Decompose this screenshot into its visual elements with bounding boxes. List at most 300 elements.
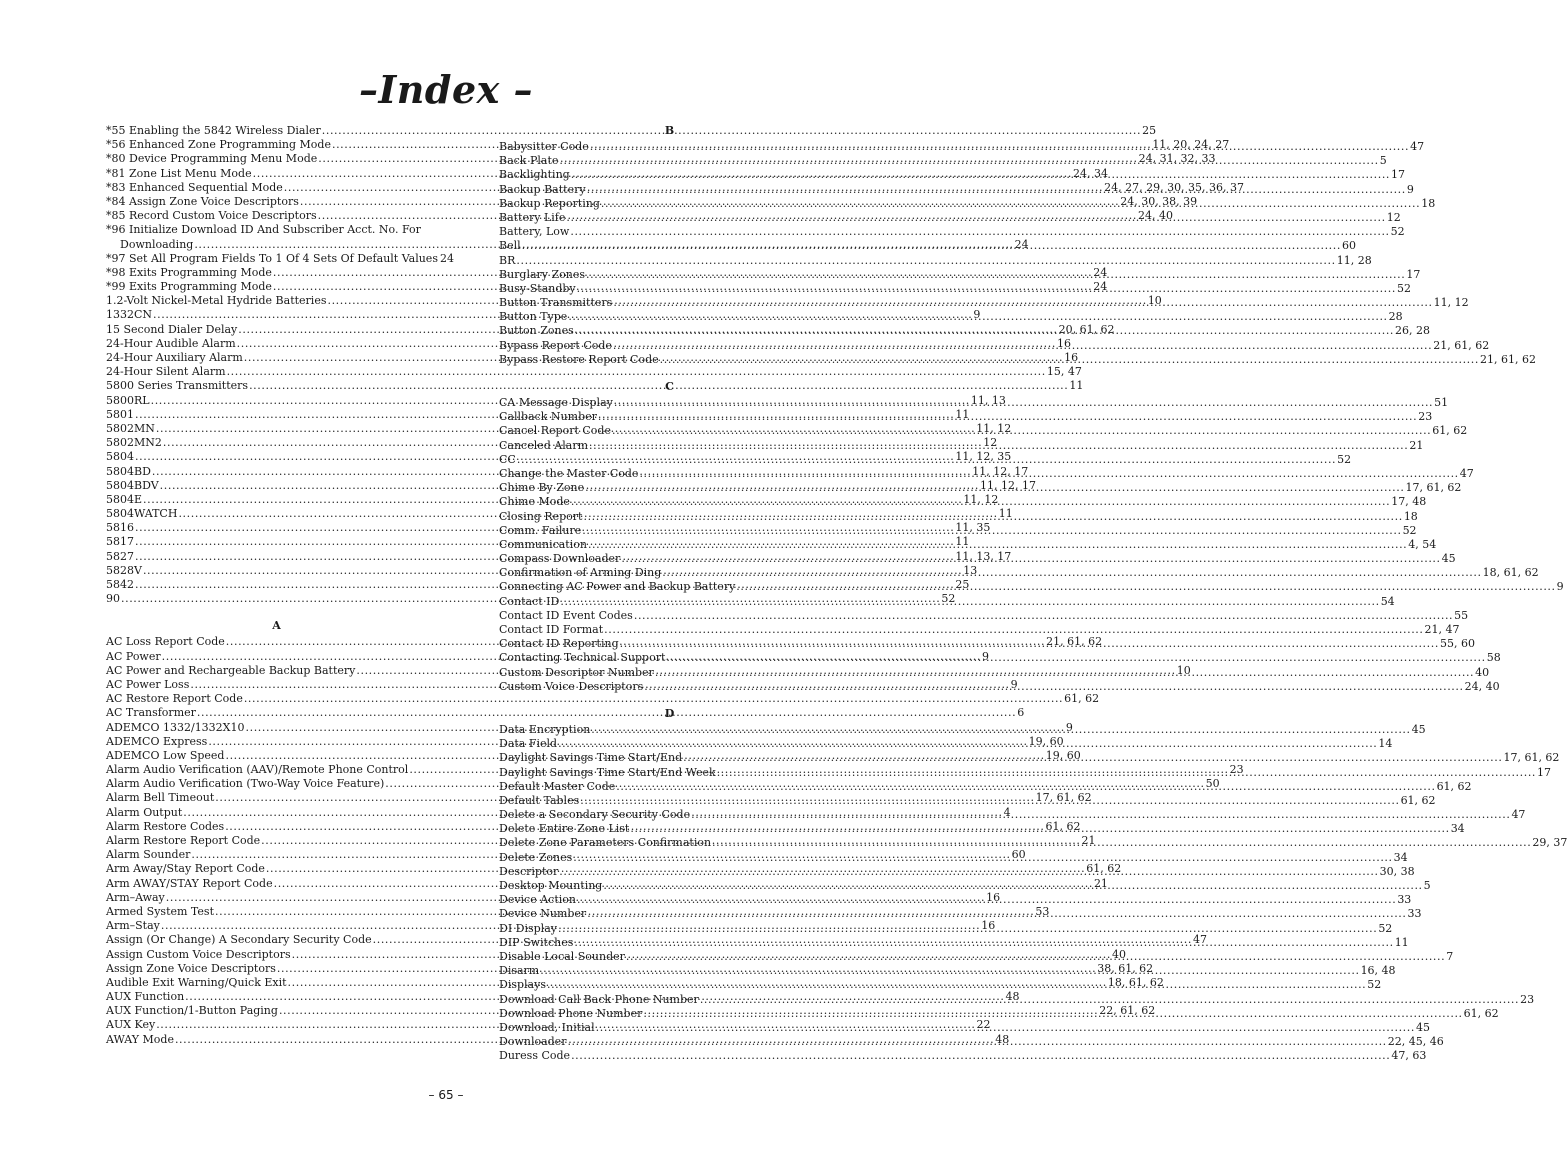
index-pages: 48 [1005, 990, 1020, 1004]
index-entry [499, 808, 1526, 822]
dot-leader [590, 140, 1409, 154]
index-pages: 25 [955, 578, 970, 591]
dot-leader [568, 310, 1387, 324]
index-term: 15 Second Dialer Delay [106, 322, 238, 336]
section-gap [499, 367, 840, 380]
dot-leader [655, 663, 1474, 680]
index-pages: 58 [1486, 651, 1501, 665]
index-term: Alarm Audio Verification (AAV)/Remote Phone Control [106, 763, 409, 777]
dot-leader [643, 1007, 1462, 1021]
dot-leader [571, 168, 1390, 182]
index-term: Callback Number [499, 410, 597, 424]
index-pages: 4 [1003, 805, 1011, 819]
index-pages: 24, 40 [1137, 209, 1173, 223]
dot-leader [596, 1021, 1415, 1035]
index-term: Contact ID Event Codes [499, 608, 633, 622]
index-pages: 52 [1367, 978, 1382, 992]
dot-leader [540, 961, 1359, 978]
index-term: Backup Reporting [499, 196, 600, 210]
index-entry [106, 124, 1157, 138]
index-term: Assign (Or Change) A Secondary Security Code [106, 933, 372, 947]
dot-leader [558, 734, 1377, 751]
index-pages: 18 [1421, 196, 1436, 210]
index-term: Back Plate [499, 154, 559, 168]
dot-leader [567, 1032, 1386, 1049]
index-pages: 23 [1229, 763, 1244, 777]
index-term: Descriptor [499, 864, 559, 878]
index-entry [106, 706, 1025, 720]
index-term: AUX Function [106, 990, 185, 1004]
index-pages: 14 [1378, 737, 1393, 751]
dot-leader [691, 805, 1510, 822]
index-pages: 45 [1441, 552, 1456, 566]
index-pages: 47 [1511, 808, 1526, 822]
index-term: Arm–Away [106, 890, 165, 904]
index-term: AC Loss Report Code [106, 635, 225, 649]
index-term: Comm. Failure [499, 523, 582, 537]
index-pages: 12 [983, 436, 998, 450]
index-term: 5804 [106, 450, 134, 464]
dot-leader [585, 478, 1404, 495]
index-term: Alarm Sounder [106, 848, 191, 862]
index-pages: 17, 61, 62 [1503, 751, 1560, 765]
index-pages: 26, 28 [1395, 324, 1431, 338]
index-pages: 24, 34 [1072, 166, 1108, 180]
index-pages: 17 [1537, 765, 1552, 779]
index-pages: 53 [1035, 904, 1050, 918]
index-pages: 52 [1402, 523, 1417, 537]
dot-leader [613, 296, 1432, 310]
dot-leader [614, 393, 1433, 410]
index-pages: 34 [1450, 822, 1465, 836]
dot-leader [644, 677, 1463, 694]
index-entry [499, 352, 1536, 367]
index-pages: 11 [1394, 935, 1409, 949]
index-pages: 50 [1205, 777, 1220, 791]
index-term: Canceled Alarm [499, 438, 589, 452]
index-pages: 21, 61, 62 [1433, 338, 1490, 352]
index-term: Downloader [499, 1035, 567, 1049]
index-term: Chime By Zone [499, 481, 585, 495]
dot-leader [522, 239, 1341, 253]
index-pages: 23 [1520, 992, 1535, 1006]
dot-leader [604, 623, 1423, 637]
index-pages: 9 [981, 649, 989, 663]
index-term: *56 Enhanced Zone Programming Mode [106, 138, 331, 152]
index-term: 5817 [106, 535, 134, 549]
index-term: *84 Assign Zone Voice Descriptors [106, 194, 299, 208]
index-pages: 60 [1341, 239, 1356, 253]
index-entry [106, 365, 1082, 379]
index-term: AC Power and Rechargeable Backup Battery [106, 663, 356, 677]
dot-leader [587, 904, 1406, 921]
index-pages: 47 [1192, 933, 1207, 947]
index-entry [106, 251, 454, 266]
index-pages: 61, 62 [1436, 779, 1472, 793]
dot-leader [639, 464, 1458, 481]
index-pages: 11 [998, 507, 1013, 521]
index-pages: 17, 61, 62 [1405, 481, 1462, 495]
index-pages: 17 [1406, 267, 1421, 281]
index-pages: 47 [1459, 466, 1474, 480]
index-term: Custom Voice Descriptors [499, 679, 644, 693]
index-term: 5802MN [106, 421, 155, 435]
index-pages: 24 [1093, 280, 1108, 294]
dot-leader [575, 324, 1394, 338]
index-term: Backlighting [499, 168, 570, 182]
dot-leader [630, 819, 1449, 836]
index-term: DIP Switches [499, 935, 574, 949]
index-term: Backup Battery [499, 182, 586, 196]
index-term: Download, Initial [499, 1020, 595, 1034]
index-pages: 15, 47 [1046, 365, 1082, 379]
dot-leader [717, 766, 1536, 780]
dot-leader [570, 225, 1389, 239]
index-pages: 16, 48 [1360, 964, 1396, 978]
index-pages: 24 [439, 251, 454, 265]
dot-leader [589, 439, 1408, 453]
dot-leader [577, 890, 1396, 907]
dot-leader [580, 794, 1399, 808]
index-pages: 30, 38 [1379, 864, 1415, 878]
index-pages: 11 [1069, 379, 1084, 393]
index-pages: 24, 30, 38, 39 [1120, 194, 1198, 208]
section-gap [106, 606, 447, 619]
index-term: Contact ID [499, 594, 560, 608]
index-pages: 9 [1406, 182, 1414, 196]
index-term: ADEMCO Express [106, 734, 208, 748]
index-term: Closing Report [499, 509, 583, 523]
index-pages: 24, 27, 29, 30, 35, 36, 37 [1104, 180, 1245, 194]
index-term: Babysitter Code [499, 140, 589, 153]
index-entry-heading: *96 Initialize Download ID And Subscriber Acct. No. For [106, 223, 421, 237]
index-pages: 6 [1017, 706, 1025, 720]
index-pages: 34 [1393, 850, 1408, 864]
index-pages: 52 [1337, 452, 1352, 466]
index-pages: 45 [1411, 722, 1426, 736]
index-term: 5816 [106, 521, 134, 535]
index-pages: 21 [1409, 438, 1424, 452]
index-term: Audible Exit Warning/Quick Exit [106, 975, 287, 989]
index-term: 5827 [106, 549, 134, 563]
index-pages: 17 [1391, 168, 1406, 182]
index-term: 90 [106, 592, 120, 606]
index-pages: 45 [1415, 1020, 1430, 1034]
index-pages: 21, 61, 62 [1046, 635, 1103, 649]
index-entry [499, 651, 1501, 665]
dot-leader [516, 254, 1335, 268]
index-pages: 22 [976, 1018, 991, 1032]
index-pages: 11, 20, 24, 27 [1152, 138, 1230, 152]
index-term: AUX Function/1-Button Paging [106, 1004, 278, 1018]
dot-leader [712, 836, 1531, 850]
index-entry [499, 253, 1372, 268]
index-entry [499, 310, 1403, 324]
index-term: CC [499, 452, 516, 466]
index-term: 5804E [106, 492, 143, 506]
dot-leader [683, 748, 1502, 765]
index-pages: 38, 61, 62 [1097, 961, 1154, 975]
index-term: Assign Zone Voice Descriptors [106, 961, 276, 975]
index-term: Contact ID Reporting [499, 637, 619, 651]
index-pages: 16 [981, 919, 996, 933]
index-pages: 11, 13, 17 [955, 549, 1012, 563]
dot-leader [601, 194, 1420, 211]
dot-leader [616, 780, 1435, 794]
index-term: Compass Downloader [499, 552, 621, 566]
index-pages: 16 [1056, 336, 1071, 350]
index-pages: 24 [1014, 237, 1029, 251]
index-pages: 54 [1380, 594, 1395, 608]
index-term: 1.2-Volt Nickel-Metal Hydride Batteries [106, 294, 327, 308]
dot-leader [559, 154, 1378, 168]
index-term: 5828V [106, 563, 142, 577]
dot-leader [583, 510, 1402, 524]
index-term: AC Power Loss [106, 677, 190, 691]
index-pages: 61, 62 [1463, 1006, 1499, 1020]
index-pages: 51 [1434, 396, 1449, 409]
index-pages: 33 [1397, 893, 1412, 907]
index-term: 5804BD [106, 464, 151, 478]
index-term: 24-Hour Silent Alarm [106, 365, 226, 379]
index-term: Armed System Test [106, 904, 214, 918]
index-term: Delete Zone Parameters Confirmation [499, 836, 712, 850]
dot-leader [621, 549, 1440, 566]
index-pages: 18, 61, 62 [1107, 975, 1164, 989]
index-term: Change the Master Code [499, 466, 639, 480]
dot-leader [626, 947, 1445, 964]
index-pages: 5 [1423, 879, 1431, 892]
section-letter: B [664, 124, 675, 137]
index-term: 24-Hour Auxiliary Alarm [106, 351, 243, 364]
dot-leader [736, 580, 1555, 594]
index-pages: 4, 54 [1408, 537, 1437, 551]
index-term: Connecting AC Power and Backup Battery [499, 580, 736, 594]
index-term: Arm–Stay [106, 919, 160, 933]
index-term: Delete a Secondary Security Code [499, 808, 691, 822]
index-entry [499, 623, 1460, 637]
index-pages: 20, 61, 62 [1058, 322, 1115, 336]
dot-leader [559, 865, 1378, 879]
index-pages: 21, 61, 62 [1479, 352, 1536, 366]
dot-leader [571, 492, 1390, 509]
index-pages: 61, 62 [1086, 862, 1122, 876]
dot-leader [582, 524, 1401, 538]
index-term: Confirmation of Arming Ding [499, 566, 662, 580]
index-term: 5804WATCH [106, 507, 178, 521]
index-pages: 33 [1407, 907, 1422, 921]
index-pages: 24, 40 [1464, 679, 1500, 693]
index-term: Device Number [499, 907, 587, 921]
index-term: Downloading [120, 237, 194, 251]
index-pages: 21 [1093, 876, 1108, 890]
index-pages: 61, 62 [1064, 692, 1100, 706]
index-pages: 10 [1147, 294, 1162, 308]
dot-leader [603, 876, 1422, 893]
index-term: Contact ID Format [499, 623, 604, 636]
index-entry [499, 679, 1500, 694]
index-pages: 24, 31, 32, 33 [1138, 152, 1216, 166]
page-title: –Index – [358, 67, 534, 112]
index-pages: 11 [955, 535, 970, 549]
index-pages: 11, 12 [976, 421, 1012, 435]
index-term: Cancel Report Code [499, 424, 611, 438]
index-pages: 60 [1011, 848, 1026, 862]
index-term: Daylight Savings Time Start/End [499, 751, 683, 765]
index-pages: 24 [1093, 265, 1108, 279]
index-pages: 16 [986, 890, 1001, 904]
dot-leader [574, 936, 1393, 950]
index-term: ADEMCO 1332/1332X10 [106, 720, 245, 734]
index-pages: 9 [1065, 720, 1073, 734]
index-entry [106, 692, 1100, 706]
dot-leader [666, 651, 1485, 665]
index-pages: 17, 61, 62 [1035, 791, 1092, 805]
index-pages: 11, 12, 17 [979, 478, 1036, 492]
index-term: AC Transformer [106, 706, 196, 720]
index-pages: 9 [1556, 580, 1564, 594]
index-term: Bypass Restore Report Code [499, 352, 659, 366]
index-pages: 18, 61, 62 [1482, 566, 1539, 580]
index-term: Alarm Restore Report Code [106, 834, 261, 847]
index-term: Alarm Audio Verification (Two-Way Voice Feature) [106, 777, 385, 791]
index-term: 5801 [106, 407, 134, 421]
dot-leader [612, 421, 1431, 438]
index-pages: 11, 12, 35 [955, 450, 1012, 464]
index-term: Delete Entire Zone List [499, 822, 630, 836]
index-term: Default Tables [499, 793, 580, 807]
index-term: Duress Code [499, 1049, 571, 1063]
dot-leader [566, 211, 1385, 225]
index-term: Download Phone Number [499, 1006, 643, 1020]
index-term: Desktop Mounting [499, 879, 603, 892]
index-term: Button Zones [499, 324, 574, 338]
index-term: Assign Custom Voice Descriptors [106, 947, 291, 961]
index-term: *81 Zone List Menu Mode [106, 166, 252, 180]
index-entry [499, 1049, 1427, 1063]
index-term: ADEMCO Low Speed [106, 748, 225, 762]
index-pages: 61, 62 [1400, 793, 1436, 807]
index-pages: 12 [1386, 210, 1401, 224]
index-pages: 40 [1475, 665, 1490, 679]
index-term: AUX Key [106, 1018, 156, 1032]
index-entry [106, 379, 1084, 393]
index-term: Custom Descriptor Number [499, 665, 654, 679]
index-pages: 52 [1378, 921, 1393, 935]
index-term: Burglary Zones [499, 267, 586, 281]
index-pages: 61, 62 [1045, 819, 1081, 833]
index-term: Alarm Restore Codes [106, 819, 225, 833]
index-term: Alarm Output [106, 805, 183, 819]
dot-leader [591, 720, 1410, 737]
index-pages: 55 [1454, 608, 1469, 622]
index-pages: 11, 12, 17 [972, 464, 1029, 478]
index-term: Arm Away/Stay Report Code [106, 862, 265, 876]
index-term: 24-Hour Audible Alarm [106, 336, 236, 350]
index-pages: 21 [1081, 834, 1096, 847]
index-term: AWAY Mode [106, 1032, 174, 1046]
index-pages: 23 [1418, 410, 1433, 424]
index-term: Device Action [499, 893, 576, 907]
index-term: *83 Enhanced Sequential Mode [106, 180, 283, 194]
index-pages: 11 [955, 407, 970, 421]
index-pages: 9 [973, 308, 981, 322]
section-letter: D [664, 706, 675, 720]
index-term: Default Master Code [499, 779, 616, 793]
index-pages: 29, 37 [1532, 836, 1567, 850]
index-pages: 55, 60 [1439, 637, 1475, 651]
index-term: CA Message Display [499, 396, 613, 409]
dot-leader [613, 336, 1432, 353]
dot-leader [700, 993, 1519, 1007]
index-term: BR [499, 253, 516, 267]
dot-leader [577, 282, 1396, 296]
dot-leader [662, 563, 1481, 580]
index-term: Battery Life [499, 210, 566, 224]
index-term: Disarm [499, 964, 540, 978]
index-pages: 17, 48 [1391, 495, 1427, 509]
section-gap [499, 694, 840, 707]
section-letter: C [665, 380, 674, 393]
index-term: AC Restore Report Code [106, 692, 243, 706]
index-pages: 40 [1111, 947, 1126, 961]
index-pages: 19, 60 [1045, 748, 1081, 762]
index-term: 5842 [106, 578, 134, 591]
index-pages: 11, 12 [1433, 296, 1469, 310]
index-entry [499, 338, 1490, 353]
index-pages: 7 [1446, 949, 1454, 963]
index-pages: 10 [1176, 663, 1191, 677]
index-term: Bell [499, 239, 521, 253]
dot-leader [634, 609, 1453, 623]
dot-leader [571, 1049, 1390, 1063]
index-term: Chime Mode [499, 495, 570, 509]
index-term: Battery, Low [499, 225, 570, 239]
page-number: – 65 – [428, 1088, 464, 1102]
index-term: 5804BDV [106, 478, 159, 492]
dot-leader [586, 265, 1405, 282]
index-pages: 28 [1388, 310, 1403, 324]
index-term: 5800 Series Transmitters [106, 379, 249, 393]
dot-leader [660, 353, 1479, 367]
index-pages: 11, 12 [963, 492, 999, 506]
dot-leader [547, 975, 1366, 992]
index-term: *97 Set All Program Fields To 1 Of 4 Sets Of Default Values [106, 251, 438, 265]
index-pages: 21, 47 [1424, 623, 1460, 636]
dot-leader [598, 407, 1417, 424]
dot-leader [620, 637, 1439, 651]
index-pages: 47 [1410, 140, 1425, 153]
index-pages: 11, 28 [1336, 253, 1372, 267]
index-term: *98 Exits Programming Mode [106, 265, 272, 279]
dot-leader [517, 453, 1336, 467]
dot-leader [560, 595, 1379, 609]
index-pages: 22, 45, 46 [1387, 1035, 1444, 1049]
index-term: *99 Exits Programming Mode [106, 280, 272, 294]
index-pages: 19, 60 [1028, 734, 1064, 748]
index-term: Button Type [499, 310, 568, 324]
dot-leader [588, 538, 1407, 552]
index-pages: 11, 35 [955, 521, 991, 535]
index-term: Daylight Savings Time Start/End Week [499, 765, 716, 779]
index-term: DI Display [499, 921, 557, 935]
index-term: Alarm Bell Timeout [106, 791, 215, 805]
index-term: 1332CN [106, 308, 153, 322]
index-pages: 5 [1379, 154, 1387, 168]
index-entry [499, 225, 1405, 239]
index-term: 5802MN2 [106, 436, 162, 450]
index-pages: 52 [941, 592, 956, 606]
